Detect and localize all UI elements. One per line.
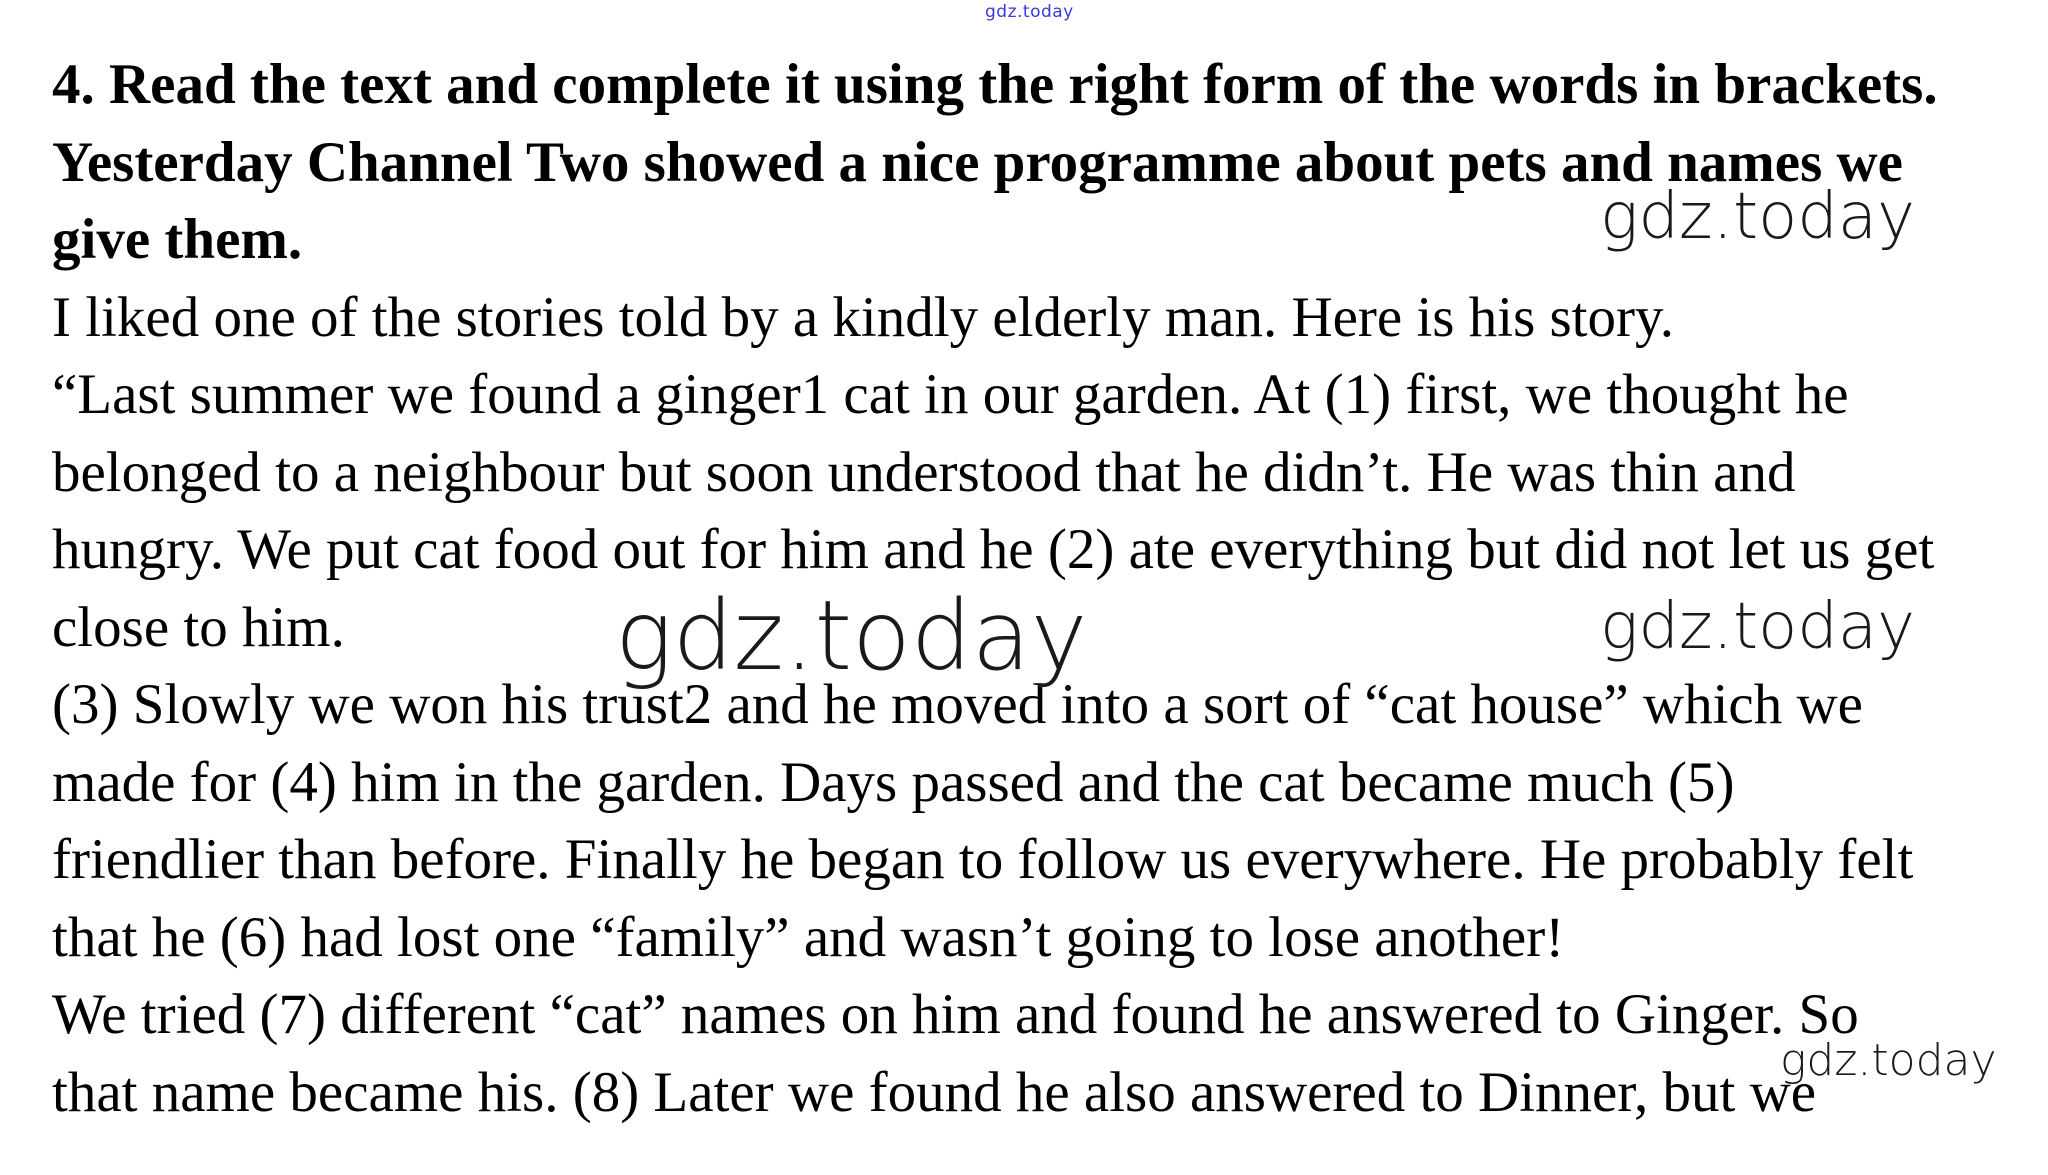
- watermark-logo: gdz.today: [1600, 180, 1915, 254]
- task-heading-line: give them.: [52, 208, 303, 271]
- watermark-logo: gdz.today: [1600, 590, 1915, 664]
- story-line: (3) Slowly we won his trust2 and he moved into a sort of “cat house” which we: [52, 673, 1863, 736]
- task-heading-line: Yesterday Channel Two showed a nice programme about pets and names we: [52, 130, 1903, 194]
- story-line: We tried (7) different “cat” names on him and found he answered to Ginger. So: [52, 983, 1859, 1046]
- header-watermark: gdz.today: [985, 2, 1074, 22]
- story-line: that name became his. (8) Later we found he also answered to Dinner, but we: [52, 1060, 1817, 1124]
- story-line: made for (4) him in the garden. Days passed and the cat became much (5): [52, 750, 1735, 814]
- task-heading-line: 4. Read the text and complete it using the right form of the words in brackets.: [52, 53, 1938, 116]
- story-line: friendlier than before. Finally he began to follow us everywhere. He probably felt: [52, 828, 1914, 891]
- watermark-logo: gdz.today: [615, 580, 1088, 692]
- story-line: hungry. We put cat food out for him and he (2) ate everything but did not let us get: [52, 518, 1935, 581]
- story-line: that he (6) had lost one “family” and wasn’t going to lose another!: [52, 905, 1565, 969]
- story-line: close to him.: [52, 595, 345, 659]
- story-line: “Last summer we found a ginger1 cat in our garden. At (1) first, we thought he: [52, 363, 1849, 426]
- story-line: belonged to a neighbour but soon understood that he didn’t. He was thin and: [52, 440, 1796, 504]
- story-line: I liked one of the stories told by a kindly elderly man. Here is his story.: [52, 285, 1675, 349]
- watermark-logo: gdz.today: [1780, 1035, 1997, 1086]
